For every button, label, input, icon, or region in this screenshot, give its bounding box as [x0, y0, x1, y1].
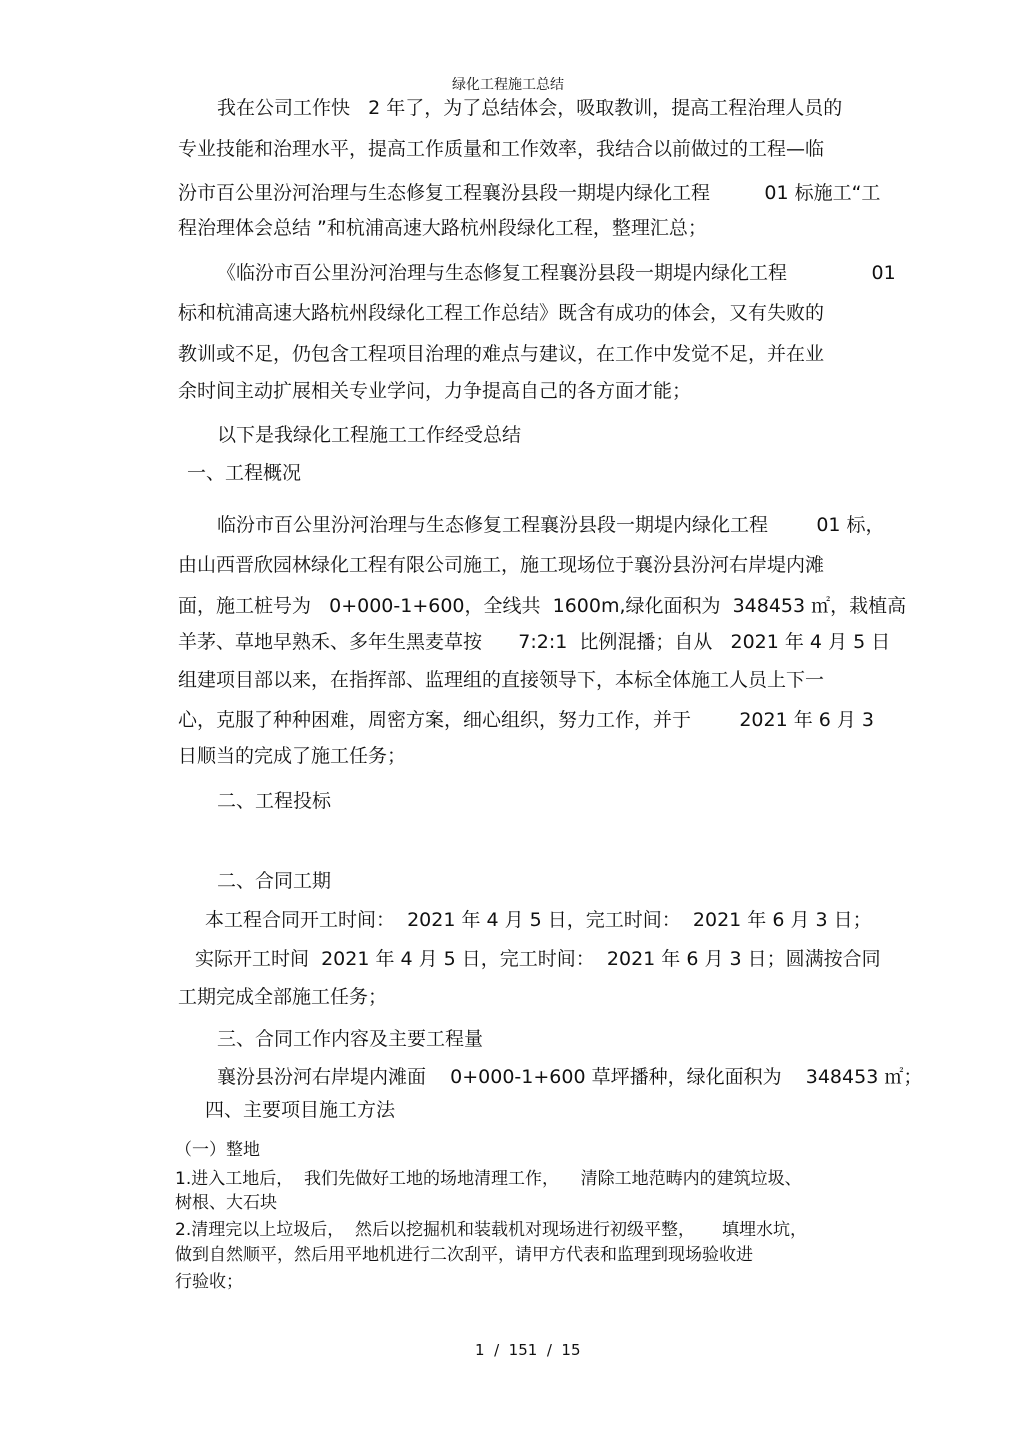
paragraph-line: 襄汾县汾河右岸堤内滩面 0+000-1+600 草坪播种，绿化面积为 348453 ㎡；	[217, 1066, 923, 1088]
section-heading: 三、合同工作内容及主要工程量	[217, 1028, 484, 1050]
paragraph-line: 标和杭浦高速大路杭州段绿化工程工作总结》既含有成功的体会，又有失败的	[178, 302, 825, 324]
paragraph-line: 以下是我绿化工程施工工作经受总结	[217, 424, 522, 446]
paragraph-line: 组建项目部以来，在指挥部、监理组的直接领导下，本标全体施工人员上下一	[178, 669, 825, 691]
paragraph-line: 教训或不足，仍包含工程项目治理的难点与建议，在工作中发觉不足，并在业	[178, 343, 825, 365]
paragraph-line: 由山西晋欣园林绿化工程有限公司施工，施工现场位于襄汾县汾河右岸堤内滩	[178, 554, 825, 576]
paragraph-line: 专业技能和治理水平，提高工作质量和工作效率，我结合以前做过的工程—临	[178, 138, 825, 160]
paragraph-line: 做到自然顺平，然后用平地机进行二次刮平，请甲方代表和监理到现场验收进	[175, 1245, 753, 1265]
paragraph-line: 余时间主动扩展相关专业学问，力争提高自己的各方面才能；	[178, 380, 692, 402]
paragraph-line: 临汾市百公里汾河治理与生态修复工程襄汾县段一期堤内绿化工程 01 标，	[217, 514, 885, 536]
paragraph-line: 树根、大石块	[175, 1193, 277, 1213]
paragraph-line: 日顺当的完成了施工任务；	[178, 745, 407, 767]
page-number-footer: 1 / 151 / 15	[475, 1341, 581, 1359]
sub-heading: （一）整地	[175, 1140, 260, 1160]
section-heading: 一、工程概况	[187, 462, 302, 484]
paragraph-line: 心，克服了种种困难，周密方案，细心组织，努力工作，并于 2021 年 6 月 3	[178, 709, 875, 731]
paragraph-line: 汾市百公里汾河治理与生态修复工程襄汾县段一期堤内绿化工程 01 标施工“工	[178, 182, 881, 204]
paragraph-line: 工期完成全部施工任务；	[178, 986, 388, 1008]
paragraph-line: 实际开工时间 2021 年 4 月 5 日，完工时间： 2021 年 6 月 3 日；圆满按合同	[195, 948, 881, 970]
paragraph-line: 羊茅、草地早熟禾、多年生黑麦草按 7:2:1 比例混播；自从 2021 年 4 月 5 日	[178, 631, 891, 653]
paragraph-line: 2.清理完以上垃圾后， 然后以挖掘机和装载机对现场进行初级平整， 填埋水坑，	[175, 1220, 808, 1240]
paragraph-line: 面，施工桩号为 0+000-1+600，全线共 1600m,绿化面积为 348453 ㎡，栽植高	[178, 595, 907, 617]
paragraph-line: 本工程合同开工时间： 2021 年 4 月 5 日，完工时间： 2021 年 6 月 3 日；	[205, 909, 872, 931]
paragraph-line: 《临汾市百公里汾河治理与生态修复工程襄汾县段一期堤内绿化工程 01	[217, 262, 896, 284]
section-heading: 四、主要项目施工方法	[205, 1099, 396, 1121]
section-heading: 二、工程投标	[217, 790, 332, 812]
paragraph-line: 行验收；	[175, 1272, 243, 1292]
paragraph-line: 程治理体会总结 ”和杭浦高速大路杭州段绿化工程，整理汇总；	[178, 217, 707, 239]
paragraph-line: 我在公司工作快 2 年了，为了总结体会，吸取教训，提高工程治理人员的	[217, 97, 843, 119]
section-heading: 二、合同工期	[217, 870, 332, 892]
document-title: 绿化工程施工总结	[452, 77, 564, 93]
paragraph-line: 1.进入工地后， 我们先做好工地的场地清理工作， 清除工地范畴内的建筑垃圾、	[175, 1169, 802, 1189]
